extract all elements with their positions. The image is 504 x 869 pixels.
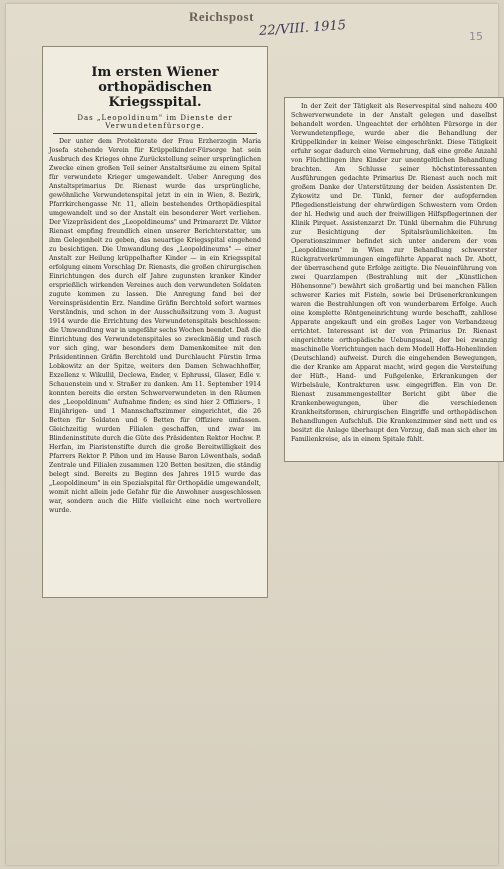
left-body-text: Der unter dem Protektorate der Frau Erzherzogin Maria Josefa stehende Verein für Krüppelkinder-Fürsorge hat sein Ausbruch des Krieges ohne Zurückstellung seiner ursprünglichen Zwecke einen großen Teil seiner Anstaltsräume zu einem Spital für verwundete Krieger umgewandelt. Ueber Anregung des Anstaltsprimarius Dr. Rienast wurde das ursprüngliche, gewöhnliche Verwundetenspital jetzt in ein in Wien, 8. Bezirk, Pfarrkirchengasse Nr. 11, allein bestehendes Orthopädiespital umgewandelt und so der Anstalt ein besonderer Wert verliehen. Der Vizepräsident des „Leopoldineums" und Primararzt Dr. Viktor Rienast empfing freundlich einen unserer Berichterstatter, um ihm Gelegenheit zu geben, das neuartige Kriegsspital eingehend zu besichtigen. Die Umwandlung des „Leopoldineums" — einer Anstalt zur Heilung krüppelhafter Kinder — in ein Kriegsspital erfolgung einem Vorschlag Dr. Rienasts, die großen chirurgischen Einrichtungen des durch elf Jahre zugunsten kranker Kinder ersprießlich wirkenden Vereines auch den verwundeten Soldaten zugute kommen zu lassen. Die Anregung fand bei der Vereinspräsidentin Erz. Nandine Gräfin Berchtold sofort warmes Verständnis, und schon in der Ausschußsitzung vom 3. August 1914 wurde die Errichtung des Verwundetenspitals beschlossen: die Umwandlung war in ungefähr sechs Wochen beendet. Daß die Einrichtung des Verwundetenspitales so zweckmäßig und rasch vor sich ging, war besonders dem Damenkomitee mit den Präsidentinnen Gräfin Berchtold und Durchlaucht Fürstin Irma Lobkowitz an der Spitze, weiters den Damen Schwachhoffer, Exzellenz v. Wikullil, Declewa, Ender, v. Ephrussi, Glaser, Edle v. Schauenstein und v. Straßer zu danken. Am 11. September 1914 konnten bereits die ersten Schwerverwundeten in den Räumen des „Leopoldinum" Aufnahme finden; es sind hier 2 Offiziers-, 1 Einjährigen- und 1 Mannschaftszimmer eingerichtet, die 26 Betten für Soldaten und 6 Betten für Offiziere umfassen. Gleichzeitig wurden Filialen geschaffen, und zwar im Blindeninstitute durch die Güte des Präsidenten Rektor Hochw. P. Herfan, im Piaristenstifte durch die große Bereitwilligkeit des Pfarrers Rektor P. Pihon und im Hause Baron Löwenthals, sodaß Zentrale und Filialen zusammen 120 Betten besitzen, die ständig belegt sind. Bereits zu Beginn des Jahres 1915 wurde das „Leopoldineum" in ein Spezialspital für Orthopädie umgewandelt, womit nicht allein jede Gefahr für die Anwohner ausgeschlossen war, sondern auch die Hilfe vielleicht eine noch wertvollere wurde. [49,138,261,514]
clipping-sheet [6,4,498,865]
article-right-column [284,97,504,462]
article-title [49,65,261,110]
article-left-column [42,46,268,598]
newspaper-name: Reichspost [189,9,254,24]
title-line-1: Im ersten Wiener orthopädischen [91,65,219,95]
right-body-text: In der Zeit der Tätigkeit als Reservespital sind nahezu 400 Schwerverwundete in der Anstalt gelegen und daselbst behandelt worden. Ungeachtet der erhöhten Fürsorge in der Verwundetenpflege, wurde aber die Behandlung der Krüppelkinder in keiner Weise eingeschränkt. Diese Tätigkeit erfuhr sogar dadurch eine Vermehrung, daß eine große Anzahl von Flüchtlingen ihre Kinder zur unentgeltlichen Behandlung brachten. Am Schlusse seiner höchstinteressanten Ausführungen gedachte Primarius Dr. Rienast auch noch mit großem Danke der Unterstützung der beiden Assistenten Dr. Zykowitz und Dr. Tünkl, ferner der aufopfernden Pflegedienstleistung der ehrwürdigen Schwestern vom Orden der hl. Hedwig und auch der freiwilligen Hilfspflegerinnen der Klinik Pirquet. Assistenzarzt Dr. Tünkl übernahm die Führung zur Besichtigung der Spitalsräumlichkeiten. Im Operationszimmer befindet sich unter anderem der vom „Leopoldineum" in Wien zur Behandlung schwerster Rückgratverkrümmungen eingeführte Apparat nach Dr. Abott, der überraschend gute Erfolge zeitigte. Die Neueinführung von zwei Quarzlampen (Bestrahlung mit der „Künstlichen Höhensonne") bewährt sich großartig und bei manchen Fällen schwerer Karies mit Fisteln, sowie bei Drüsenerkrankungen waren die Bestrahlungen oft von wunderbarem Erfolge. Auch eine komplette Röntgeneinrichtung wurde beschafft, zahllose Apparate angekauft und ein großes Lager von Verbandzeug errichtet. Interessant ist der von Primarius Dr. Rienast eingerichtete orthopädische Uebungssaal, der bei zwanzig maschinelle Vorrichtungen nach dem Modell Hoffa-Hohenlinden (Deutschland) aufweist. Durch die eingehenden Bewegungen, die der Kranke am Apparat macht, wird gegen die Versteifung der Hüft-, Hand- und Fußgelenke, Erkrankungen der Wirbelsäule, Kontrakturen usw. eingegriffen. Ein von Dr. Rienast zusammengestellter Bericht gibt über die Krankenbewegungen, über die verschiedenen Krankheitsformen, chirurgischen Eingriffe und orthopädischen Behandlungen Aufschluß. Die Krankenzimmer sind nett und es besitzt die Anlage überhaupt den Vorzug, daß man sich eher im Familienkreise, als in einem Spitale fühlt. [291,103,497,443]
title-divider [53,133,257,134]
title-line-2: Kriegsspital. [108,95,202,110]
page-number: 15 [469,30,483,43]
handwritten-date: 22/VIII. 1915 [258,17,347,40]
article-subtitle: Das „Leopoldinum" im Dienste der Verwundetenfürsorge. [77,114,233,130]
